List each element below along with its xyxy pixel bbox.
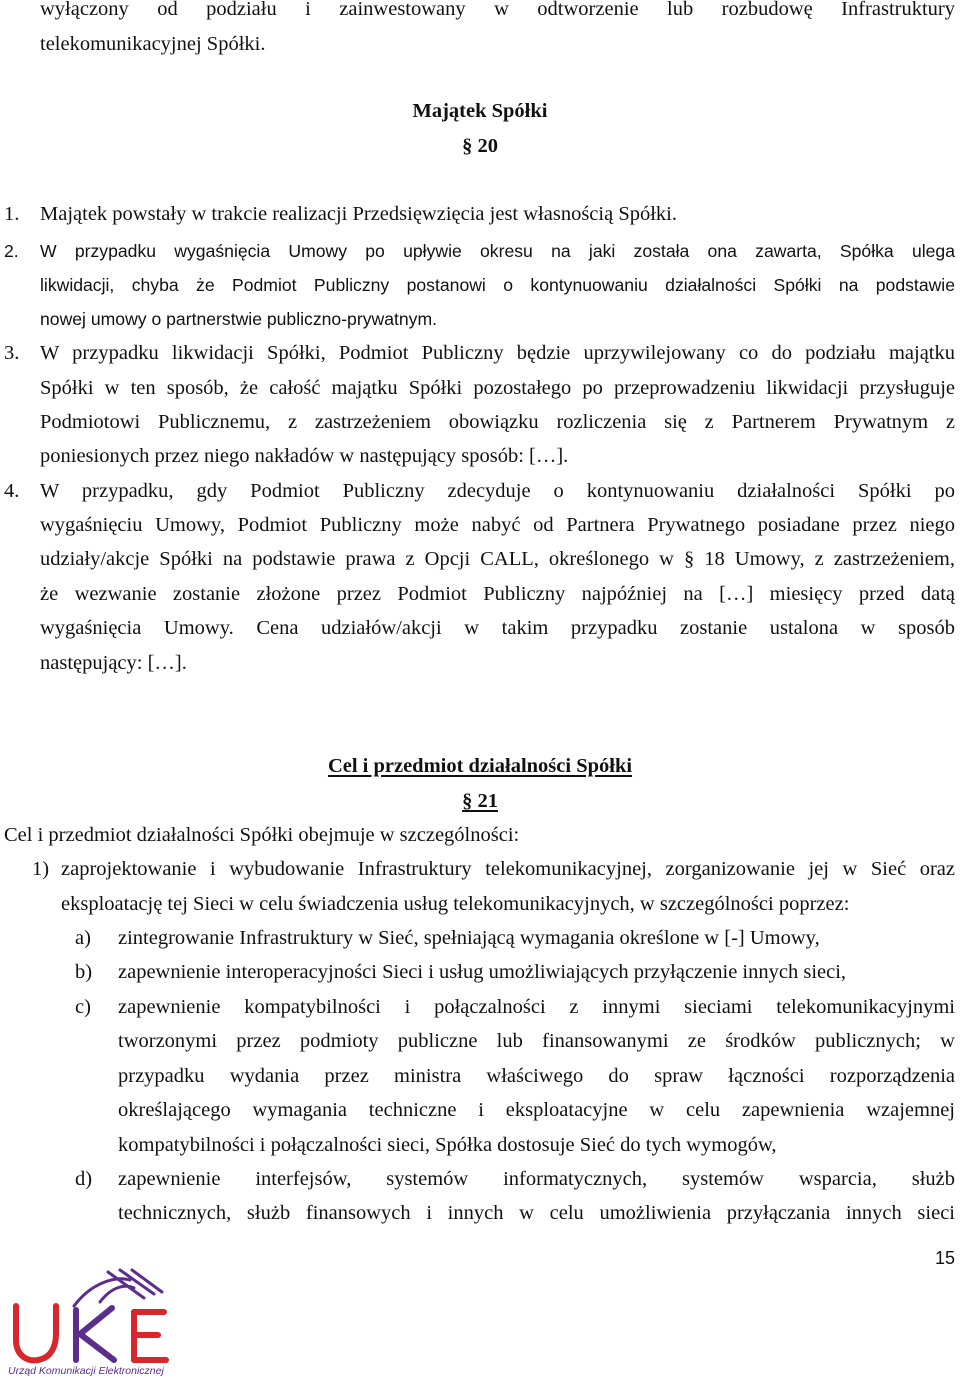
section-paragraph-20: § 20 (462, 135, 498, 157)
uke-logo (4, 1268, 190, 1378)
subpoint-d-line: zapewnienie interfejsów, systemów informatycznych, systemów wsparcia, służb (118, 1168, 955, 1190)
page-number: 15 (934, 1248, 955, 1268)
subpoint-c-line: przypadku wydania przez ministra właściwego do spraw łączności rozporządzenia (118, 1065, 955, 1087)
subpoint-c-line: kompatybilności i połączalności sieci, Spółka dostosuje Sieć do tych wymogów, (118, 1134, 777, 1156)
point-number: 1) (32, 858, 50, 880)
section-intro: Cel i przedmiot działalności Spółki obejmuje w szczególności: (4, 824, 520, 846)
item-3-line: W przypadku likwidacji Spółki, Podmiot Publiczny będzie uprzywilejowany co do podziału majątku (40, 342, 955, 364)
subpoint-c-line: tworzonymi przez podmioty publiczne lub finansowanymi ze środków publicznych; w (118, 1030, 955, 1052)
item-4-line: że wezwanie zostanie złożone przez Podmiot Publiczny najpóźniej na […] miesięcy przed datą (40, 583, 955, 605)
item-2-line: nowej umowy o partnerstwie publiczno-prywatnym. (40, 309, 438, 329)
item-number: 2. (4, 241, 19, 261)
item-3-line: poniesionych przez niego nakładów w następujący sposób: […]. (40, 445, 569, 467)
item-4-line: wygaśnięcia Umowy. Cena udziałów/akcji w takim przypadku zostanie ustalona w sposób (40, 617, 955, 639)
item-2-line: likwidacji, chyba że Podmiot Publiczny postanowi o kontynuowaniu działalności Spółki na podstawie (40, 275, 955, 295)
item-3-line: Podmiotowi Publicznemu, z zastrzeżeniem obowiązku rozliczenia się z Partnerem Prywatnym z (40, 411, 955, 433)
item-number: 3. (4, 342, 20, 364)
section-title-majatek: Majątek Spółki (412, 100, 548, 122)
item-number: 4. (4, 480, 20, 502)
item-1-line: Majątek powstały w trakcie realizacji Przedsięwzięcia jest własnością Spółki. (40, 203, 677, 225)
intro-line: wyłączony od podziału i zainwestowany w odtworzenie lub rozbudowę Infrastruktury (40, 0, 955, 20)
item-4-line: W przypadku, gdy Podmiot Publiczny zdecyduje o kontynuowaniu działalności Spółki po (40, 480, 955, 502)
subpoint-b-line: zapewnienie interoperacyjności Sieci i usług umożliwiających przyłączenie innych sieci, (118, 961, 847, 983)
item-2-line: W przypadku wygaśnięcia Umowy po upływie okresu na jaki została ona zawarta, Spółka ulega (40, 241, 955, 261)
section-paragraph-21: § 21 (462, 790, 498, 812)
item-4-line: następujący: […]. (40, 652, 187, 674)
subpoint-letter: d) (75, 1168, 93, 1190)
subpoint-a-line: zintegrowanie Infrastruktury w Sieć, spełniającą wymagania określone w [-] Umowy, (118, 927, 820, 949)
point-1-line: zaprojektowanie i wybudowanie Infrastruktury telekomunikacyjnej, zorganizowanie jej w Sieć oraz (61, 858, 955, 880)
point-1-line: eksploatację tej Sieci w celu świadczenia usług telekomunikacyjnych, w szczególności poprzez: (61, 893, 850, 915)
item-4-line: wygaśnięciu Umowy, Podmiot Publiczny może nabyć od Partnera Prywatnego posiadane przez niego (40, 514, 955, 536)
subpoint-c-line: zapewnienie kompatybilności i połączalności z innymi sieciami telekomunikacyjnymi (118, 996, 955, 1018)
item-4-line: udziały/akcje Spółki na podstawie prawa z Opcji CALL, określonego w § 18 Umowy, z zastrzeżeniem, (40, 548, 955, 570)
intro-line: telekomunikacyjnej Spółki. (40, 33, 266, 55)
item-number: 1. (4, 203, 20, 225)
subpoint-letter: c) (75, 996, 91, 1018)
section-title-cel: Cel i przedmiot działalności Spółki (327, 755, 633, 777)
subpoint-letter: b) (75, 961, 93, 983)
subpoint-letter: a) (75, 927, 91, 949)
subpoint-d-line: technicznych, służb finansowych i innych w celu umożliwienia przyłączania innych sieci (118, 1202, 955, 1224)
item-3-line: Spółki w ten sposób, że całość majątku Spółki pozostałego po przeprowadzeniu likwidacji przysługuje (40, 377, 955, 399)
svg-text:Urząd Komunikacji Elektroniczn: Urząd Komunikacji Elektronicznej (8, 1365, 164, 1377)
subpoint-c-line: określającego wymagania techniczne i eksploatacyjne w celu zapewnienia wzajemnej (118, 1099, 955, 1121)
